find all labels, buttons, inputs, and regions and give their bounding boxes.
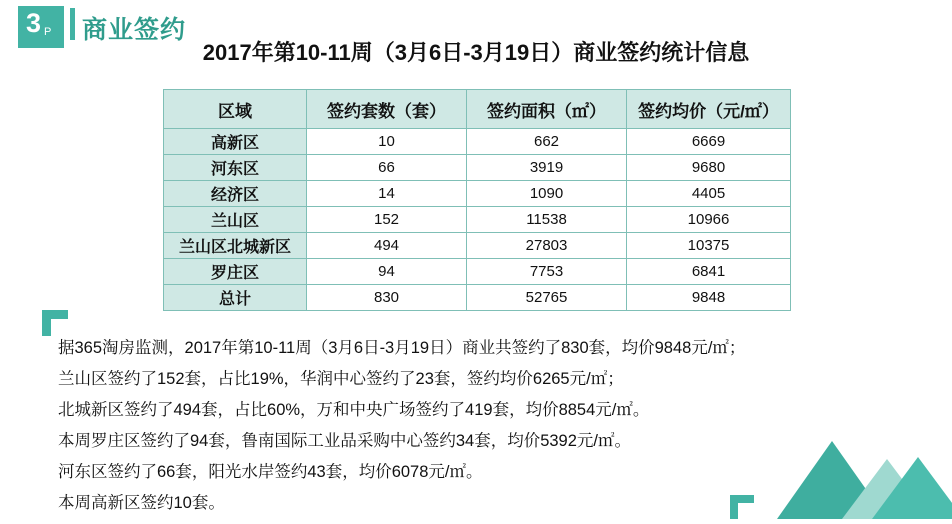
cell-price: 10375: [627, 233, 791, 259]
cell-region: 罗庄区: [164, 259, 307, 285]
table-row: [164, 129, 791, 155]
column-header-price: 签约均价（元/㎡）: [627, 90, 791, 129]
cell-units: 66: [307, 155, 467, 181]
note-line: 本周高新区签约10套。: [58, 494, 225, 512]
cell-units: 10: [307, 129, 467, 155]
corner-decoration-icon: [42, 310, 68, 336]
cell-units: 830: [307, 285, 467, 311]
cell-units: 494: [307, 233, 467, 259]
cell-region: 总计: [164, 285, 307, 311]
page-number: 3: [26, 8, 42, 38]
table-row: [164, 233, 791, 259]
column-header-region: 区域: [164, 90, 307, 129]
table-row: [164, 155, 791, 181]
table-row: [164, 181, 791, 207]
table-row: [164, 259, 791, 285]
table-header-row: [164, 90, 791, 129]
summary-notes: [58, 338, 758, 524]
notch-decoration: [730, 495, 754, 519]
table-row-total: [164, 285, 791, 311]
note-line: 本周罗庄区签约了94套，鲁南国际工业品采购中心签约34套，均价5392元/㎡。: [58, 432, 631, 450]
note-line: 兰山区签约了152套，占比19%，华润中心签约了23套，签约均价6265元/㎡；: [58, 370, 624, 388]
cell-units: 152: [307, 207, 467, 233]
cell-price: 6841: [627, 259, 791, 285]
page-title: 2017年第10-11周（3月6日-3月19日）商业签约统计信息: [202, 40, 750, 65]
mountain-decoration-icon: [722, 419, 952, 519]
signing-statistics-table: [163, 89, 790, 311]
section-title: 商业签约: [82, 16, 187, 44]
cell-area: 1090: [467, 181, 627, 207]
cell-price: 9848: [627, 285, 791, 311]
cell-region: 高新区: [164, 129, 307, 155]
page-number-suffix: P: [44, 26, 52, 38]
cell-price: 4405: [627, 181, 791, 207]
note-line: 北城新区签约了494套，占比60%，万和中央广场签约了419套，均价8854元/㎡。: [58, 401, 650, 419]
note-line: 据365淘房监测，2017年第10-11周（3月6日-3月19日）商业共签约了830套，均价9848元/㎡；: [58, 339, 746, 357]
cell-area: 52765: [467, 285, 627, 311]
note-line: 河东区签约了66套，阳光水岸签约43套，均价6078元/㎡。: [58, 463, 483, 481]
cell-area: 3919: [467, 155, 627, 181]
cell-region: 经济区: [164, 181, 307, 207]
column-header-area: 签约面积（㎡）: [467, 90, 627, 129]
cell-region: 河东区: [164, 155, 307, 181]
cell-region: 兰山区: [164, 207, 307, 233]
cell-area: 662: [467, 129, 627, 155]
column-header-units: 签约套数（套）: [307, 90, 467, 129]
cell-area: 7753: [467, 259, 627, 285]
cell-region: 兰山区北城新区: [164, 233, 307, 259]
cell-area: 11538: [467, 207, 627, 233]
cell-area: 27803: [467, 233, 627, 259]
cell-units: 14: [307, 181, 467, 207]
cell-price: 10966: [627, 207, 791, 233]
table-row: [164, 207, 791, 233]
cell-price: 6669: [627, 129, 791, 155]
cell-units: 94: [307, 259, 467, 285]
cell-price: 9680: [627, 155, 791, 181]
